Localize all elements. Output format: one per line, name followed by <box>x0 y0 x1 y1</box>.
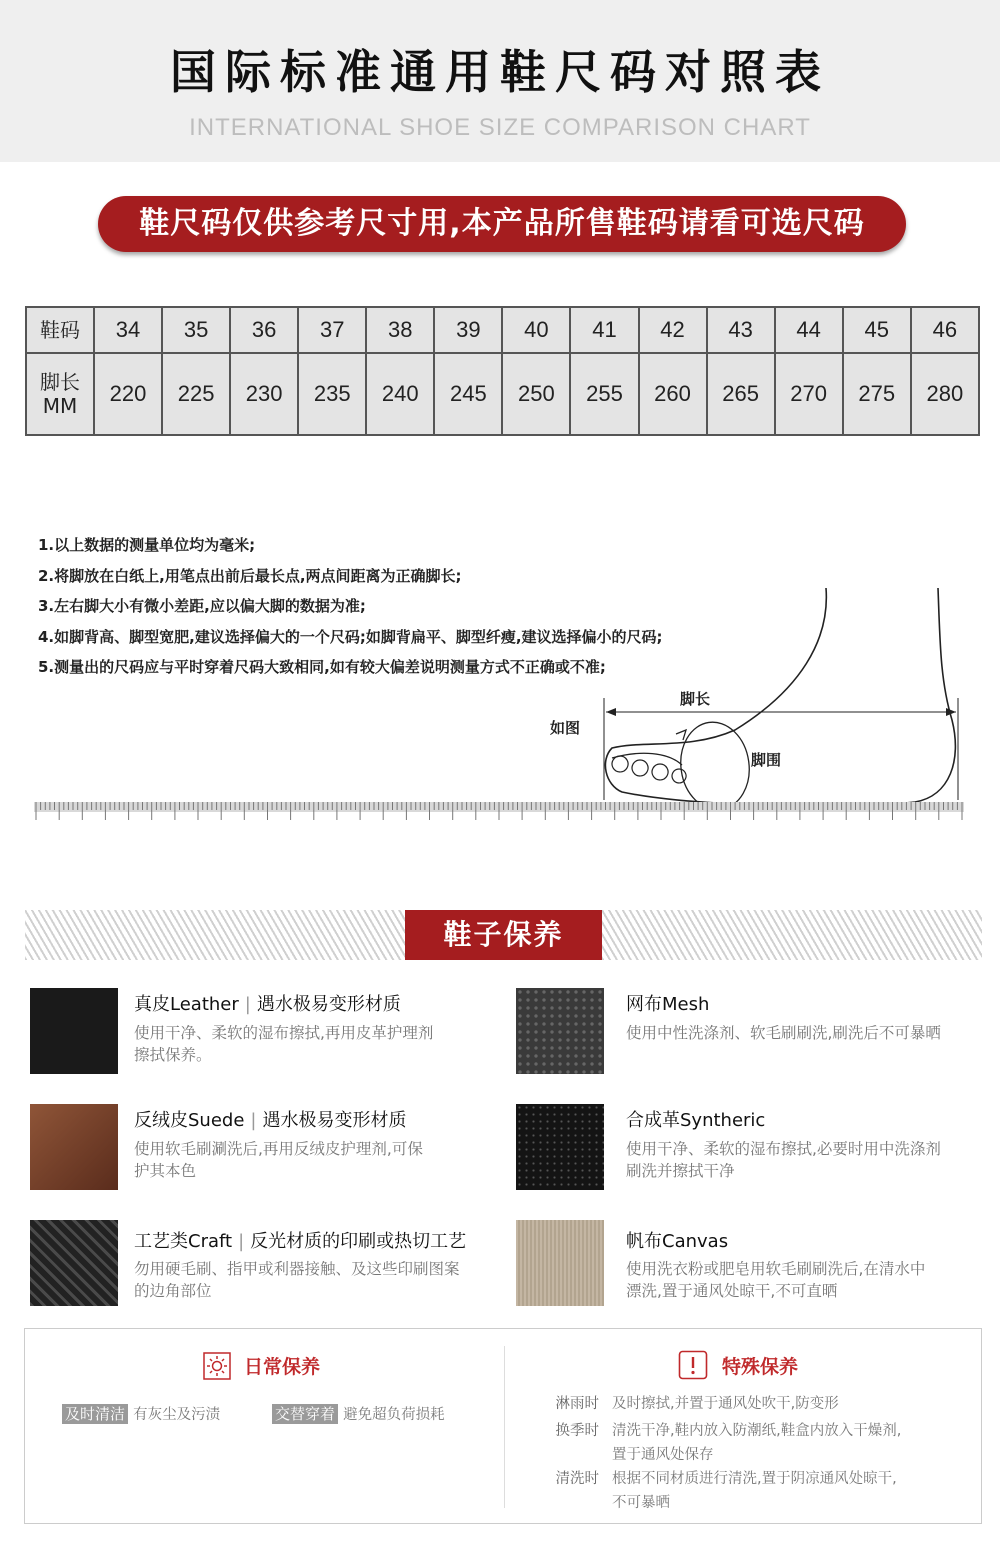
note-item: 4.如脚背高、脚型宽肥,建议选择偏大的一个尺码;如脚背扁平、脚型纤瘦,建议选择偏小的尺码; <box>38 627 663 646</box>
material-name: 反绒皮Suede <box>134 1110 245 1131</box>
canvas-swatch <box>516 1220 604 1306</box>
synthetic-swatch <box>516 1104 604 1190</box>
special-text-line: 根据不同材质进行清洗,置于阴凉通风处晾干, <box>612 1471 897 1487</box>
disclaimer-banner: 鞋尺码仅供参考尺寸用,本产品所售鞋码请看可选尺码 <box>98 196 906 252</box>
material-desc <box>134 1138 484 1182</box>
material-name: 帆布Canvas <box>626 1231 729 1252</box>
length-header-cn: 脚长 <box>40 369 80 394</box>
special-label: 清洗时 <box>555 1471 599 1487</box>
material-desc-line: 漂洗,置于通风处晾干,不可直晒 <box>626 1282 838 1300</box>
size-cell: 40 <box>502 307 570 353</box>
special-text <box>612 1467 952 1515</box>
page-subtitle: INTERNATIONAL SHOE SIZE COMPARISON CHART <box>189 114 811 141</box>
length-cell: 225 <box>162 353 230 435</box>
mesh-swatch <box>516 988 604 1074</box>
special-text <box>612 1392 952 1416</box>
size-cell: 42 <box>639 307 707 353</box>
length-cell: 250 <box>502 353 570 435</box>
length-row-header <box>26 353 94 435</box>
daily-tip-2 <box>272 1403 445 1424</box>
size-row-header: 鞋码 <box>26 307 94 353</box>
special-text-line: 清洗干净,鞋内放入防潮纸,鞋盒内放入干燥剂, <box>612 1423 902 1439</box>
material-name: 工艺类Craft <box>134 1231 233 1252</box>
craft-swatch <box>30 1220 118 1306</box>
note-item: 3.左右脚大小有微小差距,应以偏大脚的数据为准; <box>38 597 366 615</box>
material-desc <box>134 1022 484 1066</box>
care-section-title: 鞋子保养 <box>405 910 602 960</box>
decor-stripes-right <box>602 910 982 960</box>
daily-tag: 及时清洁 <box>62 1404 128 1424</box>
length-cell: 240 <box>366 353 434 435</box>
note-item: 5.测量出的尺码应与平时穿着尺码大致相同,如有较大偏差说明测量方式不正确或不准; <box>38 658 606 676</box>
size-cell: 34 <box>94 307 162 353</box>
length-cell: 235 <box>298 353 366 435</box>
material-name: 真皮Leather <box>134 994 239 1015</box>
material-title: 工艺类Craft | 反光材质的印刷或热切工艺 <box>134 1231 467 1252</box>
special-text <box>612 1419 952 1467</box>
material-desc-line: 使用干净、柔软的湿布擦拭,再用皮革护理剂 <box>134 1024 434 1042</box>
special-label: 淋雨时 <box>555 1396 599 1412</box>
material-desc-line: 勿用硬毛刷、指甲或利器接触、及这些印刷图案 <box>134 1260 460 1278</box>
material-desc <box>626 1022 986 1044</box>
daily-text: 避免超负荷损耗 <box>343 1407 445 1423</box>
length-cell: 220 <box>94 353 162 435</box>
note-item: 2.将脚放在白纸上,用笔点出前后最长点,两点间距离为正确脚长; <box>38 566 462 585</box>
figure-label-length: 脚长 <box>680 690 711 708</box>
daily-tag: 交替穿着 <box>272 1404 338 1424</box>
sun-icon <box>203 1352 231 1380</box>
material-title <box>626 990 709 1016</box>
size-cell: 44 <box>775 307 843 353</box>
size-table <box>25 306 980 436</box>
leather-swatch <box>30 988 118 1074</box>
material-desc-line: 使用干净、柔软的湿布擦拭,必要时用中洗涤剂 <box>626 1140 941 1158</box>
size-cell: 39 <box>434 307 502 353</box>
size-cell: 46 <box>911 307 979 353</box>
length-cell: 245 <box>434 353 502 435</box>
material-note: 反光材质的印刷或热切工艺 <box>250 1231 467 1252</box>
material-name: 网布Mesh <box>626 994 710 1015</box>
figure-label-girth: 脚围 <box>751 751 782 769</box>
special-text-line: 不可暴晒 <box>612 1495 670 1511</box>
size-cell: 35 <box>162 307 230 353</box>
daily-care-title: 日常保养 <box>244 1356 321 1378</box>
note-item: 1.以上数据的测量单位均为毫米; <box>38 536 256 554</box>
material-desc <box>134 1258 494 1302</box>
figure-label-as-shown: 如图 <box>550 719 581 737</box>
special-text-line: 置于通风处保存 <box>612 1447 714 1463</box>
length-cell: 275 <box>843 353 911 435</box>
special-label: 换季时 <box>555 1423 599 1439</box>
size-row <box>26 307 979 353</box>
alert-icon <box>678 1350 708 1380</box>
size-cell: 37 <box>298 307 366 353</box>
special-text-line: 及时擦拭,并置于通风处吹干,防变形 <box>612 1396 839 1412</box>
material-note: 遇水极易变形材质 <box>262 1110 407 1131</box>
material-title: 真皮Leather | 遇水极易变形材质 <box>134 994 401 1015</box>
material-title: 反绒皮Suede | 遇水极易变形材质 <box>134 1110 407 1131</box>
special-care-title: 特殊保养 <box>722 1356 799 1378</box>
length-cell: 255 <box>570 353 638 435</box>
material-desc <box>626 1258 986 1302</box>
daily-tip-1 <box>62 1403 220 1424</box>
material-title <box>626 1227 728 1253</box>
material-desc-line: 擦拭保养。 <box>134 1046 212 1064</box>
material-desc-line: 的边角部位 <box>134 1282 212 1300</box>
material-desc-line: 使用软毛刷涮洗后,再用反绒皮护理剂,可保 <box>134 1140 423 1158</box>
material-name: 合成革Syntheric <box>626 1110 766 1131</box>
suede-swatch <box>30 1104 118 1190</box>
size-cell: 38 <box>366 307 434 353</box>
length-header-unit: MM <box>42 393 78 418</box>
material-desc-line: 刷洗并擦拭干净 <box>626 1162 735 1180</box>
daily-text: 有灰尘及污渍 <box>133 1407 221 1423</box>
length-cell: 265 <box>707 353 775 435</box>
material-desc <box>626 1138 986 1182</box>
size-cell: 43 <box>707 307 775 353</box>
page-title: 国际标准通用鞋尺码对照表 <box>170 45 830 99</box>
material-note: 遇水极易变形材质 <box>256 994 401 1015</box>
divider <box>504 1346 505 1508</box>
material-desc-line: 护其本色 <box>134 1162 197 1180</box>
length-cell: 280 <box>911 353 979 435</box>
length-cell: 230 <box>230 353 298 435</box>
length-cell: 270 <box>775 353 843 435</box>
material-title <box>626 1106 765 1132</box>
length-row <box>26 353 979 435</box>
foot-measure-illustration <box>0 580 1000 830</box>
size-cell: 45 <box>843 307 911 353</box>
length-cell: 260 <box>639 353 707 435</box>
material-desc-line: 使用洗衣粉或肥皂用软毛刷刷洗后,在清水中 <box>626 1260 926 1278</box>
size-cell: 41 <box>570 307 638 353</box>
size-cell: 36 <box>230 307 298 353</box>
material-desc-line: 使用中性洗涤剂、软毛刷刷洗,刷洗后不可暴晒 <box>626 1024 941 1042</box>
decor-stripes-left <box>25 910 405 960</box>
